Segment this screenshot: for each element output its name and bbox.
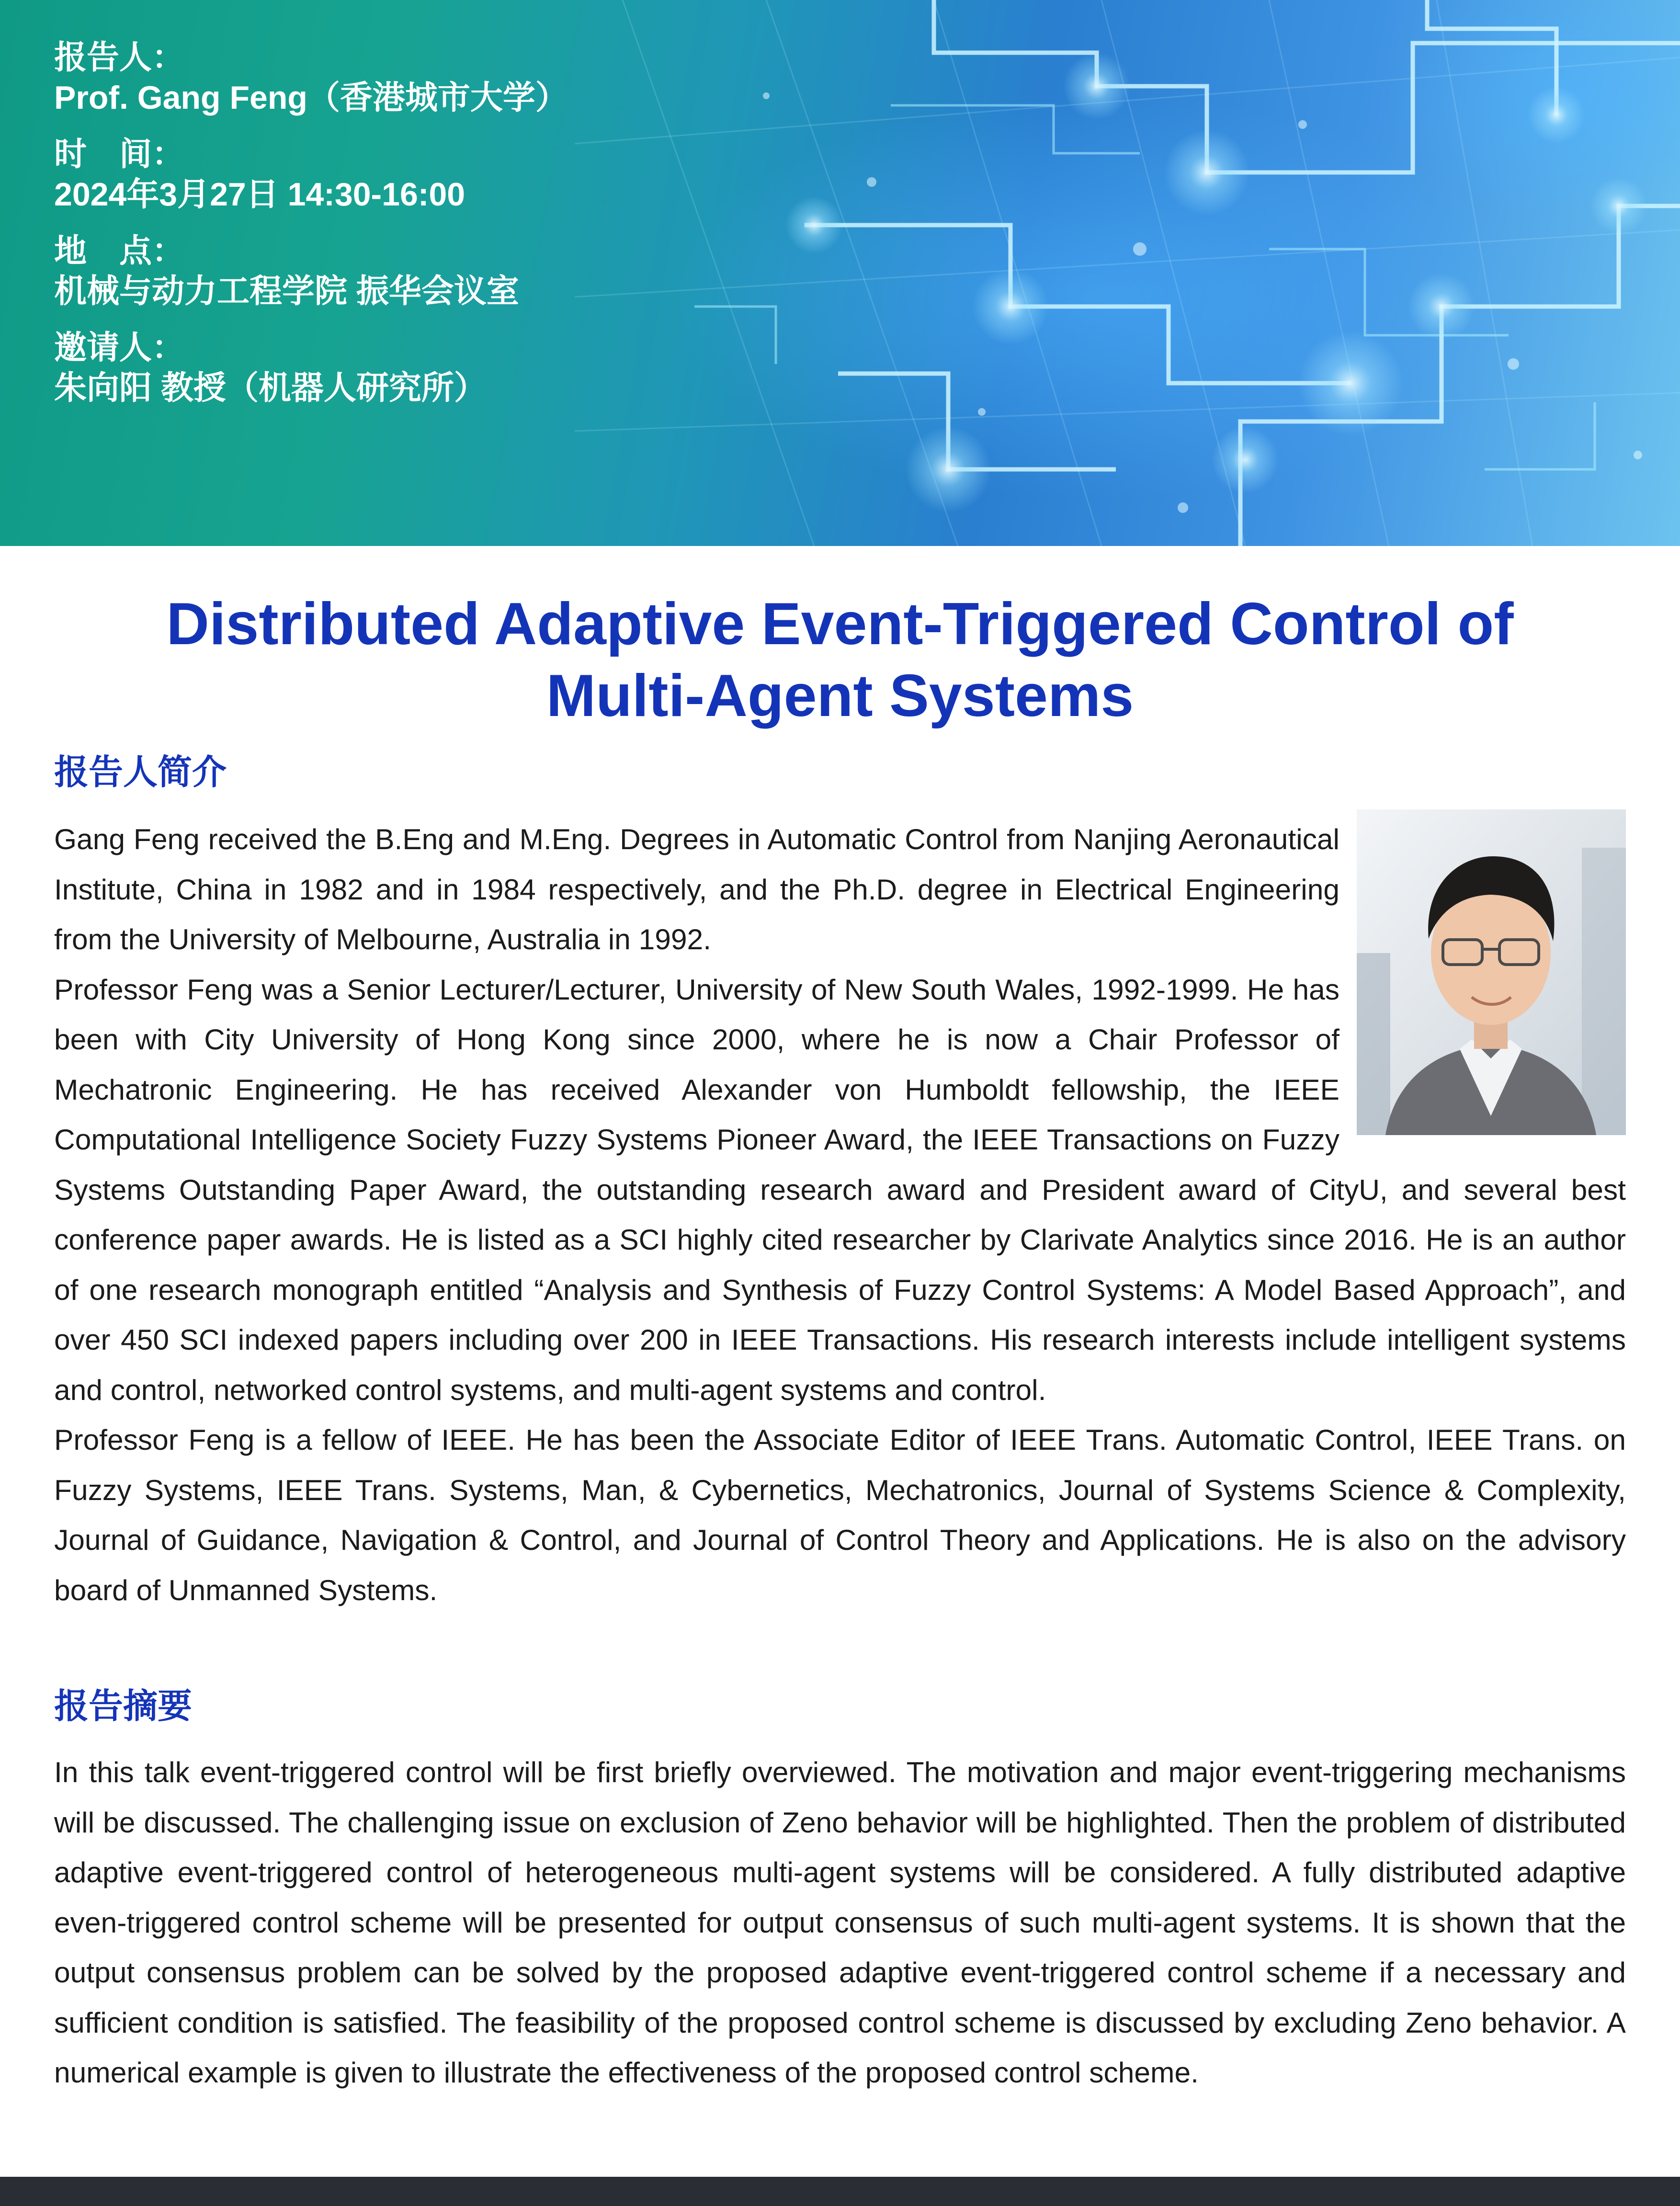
speaker-portrait-image xyxy=(1357,809,1626,1135)
abstract-paragraph: In this talk event-triggered control will be first briefly overviewed. The motivation and major event-triggering mechanisms will be discussed. The challenging issue on exclusion of Zeno behavior will be highlighted. Then the problem of distributed adaptive event-triggered control of heterogeneous multi-agent systems will be considered. A fully distributed adaptive even-triggered control scheme will be presented for output consensus of such multi-agent systems. It is shown that the output consensus problem can be solved by the proposed adaptive event-triggered control scheme if a necessary and sufficient condition is satisfied. The feasibility of the proposed control scheme is discussed by excluding Zeno behavior. A numerical example is given to illustrate the effectiveness of the proposed control scheme. xyxy=(54,1756,1626,2089)
abstract-heading: 报告摘要 xyxy=(54,1687,193,1726)
talk-title-line2: Multi-Agent Systems xyxy=(546,663,1134,729)
bio-paragraph-career: Professor Feng was a Senior Lecturer/Lecturer, University of New South Wales, 1992-1999. He has been with City University of Hong Kong since 2000, where he is now a Chair Professor of Mechatronic Engineering. He has received Alexander von Humboldt fellowship, the IEEE Computational Intelligence Society Fuzzy Systems Pioneer Award, the IEEE Transactions on Fuzzy Systems Outstanding Paper Award, the outstanding research award and President award of CityU, and several best conference paper awards. He is listed as a SCI highly cited researcher by Clarivate Analytics since 2016. He is an author of one research monograph entitled “Analysis and Synthesis of Fuzzy Control Systems: A Model Based Approach”, and over 450 SCI indexed papers including over 200 in IEEE Transactions. His research interests include intelligent systems and control, networked control systems, and multi-agent systems and control. xyxy=(54,973,1626,1406)
bio-text xyxy=(54,814,1626,1615)
location-value: 机械与动力工程学院 振华会议室 xyxy=(54,273,519,309)
time-info xyxy=(54,134,568,215)
header-banner xyxy=(0,0,1680,546)
speaker-info xyxy=(54,37,568,118)
speaker-photo xyxy=(1357,809,1626,1135)
talk-title xyxy=(0,588,1680,732)
time-value: 2024年3月27日 14:30-16:00 xyxy=(54,176,465,213)
talk-title-line1: Distributed Adaptive Event-Triggered Control of xyxy=(166,591,1514,657)
time-label: 时 间： xyxy=(54,136,185,172)
speaker-value: Prof. Gang Feng（香港城市大学） xyxy=(54,80,568,116)
abstract-text xyxy=(54,1747,1626,2098)
inviter-value: 朱向阳 教授（机器人研究所） xyxy=(54,370,487,406)
bio-heading: 报告人简介 xyxy=(54,753,227,792)
location-label: 地 点： xyxy=(54,233,185,269)
inviter-label: 邀请人： xyxy=(54,330,185,366)
bio-paragraph-service: Professor Feng is a fellow of IEEE. He has been the Associate Editor of IEEE Trans. Automatic Control, IEEE Trans. on Fuzzy Systems, IEEE Trans. Systems, Man, & Cybernetics, Mechatronics, Journal of Systems Science & Complexity, Journal of Guidance, Navigation & Control, and Journal of Control Theory and Applications. He is also on the advisory board of Unmanned Systems. xyxy=(54,1423,1626,1606)
footer-bar xyxy=(0,2177,1680,2206)
location-info xyxy=(54,231,568,311)
speaker-label: 报告人： xyxy=(54,39,185,76)
event-info xyxy=(54,37,568,424)
inviter-info xyxy=(54,328,568,408)
bio-paragraph-education: Gang Feng received the B.Eng and M.Eng. Degrees in Automatic Control from Nanjing Aeronautical Institute, China in 1982 and in 1984 respectively, and the Ph.D. degree in Electrical Engineering from the University of Melbourne, Australia in 1992. xyxy=(54,823,1339,955)
